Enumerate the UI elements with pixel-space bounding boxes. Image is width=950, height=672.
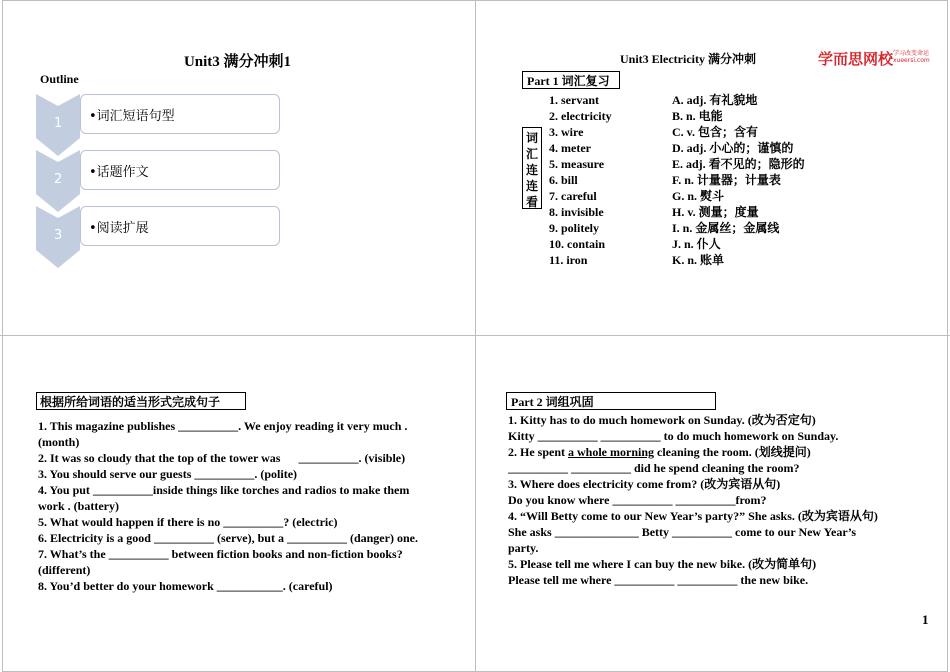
logo-sub-url: xueersi.com: [893, 57, 930, 64]
word-item: 7. careful: [549, 189, 597, 203]
question-3: 3. Where does electricity come from? (改为宾语从句): [508, 477, 781, 491]
question-5: 5. Please tell me where I can buy the new bike. (改为简单句): [508, 557, 817, 571]
outline-item-1-text: •词汇短语句型: [89, 109, 175, 124]
outline-item-2[interactable]: [80, 150, 280, 190]
question-4: 4. “Will Betty come to our New Year’s party?” She asks. (改为宾语从句): [508, 509, 878, 523]
word-item: 1. servant: [549, 93, 599, 107]
meaning-item: F. n. 计量器；计量表: [672, 173, 781, 187]
meaning-item: B. n. 电能: [672, 109, 723, 123]
meaning-item: D. adj. 小心的；谨慎的: [672, 141, 794, 155]
vertical-label-box: [522, 127, 542, 209]
chevron-1-number: 1: [54, 116, 63, 131]
outline-chevron-3: [36, 206, 80, 268]
word-item: 5. measure: [549, 157, 605, 171]
vertical-char: 汇: [525, 147, 538, 161]
slide3-heading: 根据所给词语的适当形式完成句子: [36, 392, 246, 410]
exercise-line: 5. What would happen if there is no __________? (electric): [38, 515, 338, 529]
meaning-item: E. adj. 看不见的；隐形的: [672, 157, 805, 171]
part1-label: Part 1 词汇复习: [522, 71, 620, 89]
word-list: [549, 92, 612, 268]
meaning-item: H. v. 测量；度量: [672, 205, 759, 219]
meaning-item: K. n. 账单: [672, 253, 725, 267]
outline-chevron-2: [36, 150, 80, 212]
outline-label: Outline: [40, 72, 79, 86]
word-item: 2. electricity: [549, 109, 612, 123]
outline-item-3[interactable]: [80, 206, 280, 246]
meaning-item: I. n. 金属丝；金属线: [672, 221, 780, 235]
slide1-title: Unit3 满分冲刺1: [183, 54, 292, 70]
answer-2: __________ __________ did he spend cleaning the room?: [508, 461, 800, 475]
slide4-heading: Part 2 词组巩固: [506, 392, 716, 410]
page-number: 1: [922, 612, 929, 627]
exercise-line: 1. This magazine publishes __________. We enjoy reading it very much .: [38, 419, 408, 433]
outline-item-3-text: •阅读扩展: [89, 221, 149, 236]
exercise-line: 2. It was so cloudy that the top of the tower was __________. (visible): [38, 451, 406, 465]
exercise-line: (different): [38, 563, 91, 577]
answer-4a: She asks ______________ Betty __________ come to our New Year’s: [508, 525, 857, 539]
logo-sub-cn: 学习改变命运: [893, 50, 930, 57]
exercise-line: 8. You’d better do your homework ___________. (careful): [38, 579, 333, 593]
word-item: 8. invisible: [549, 205, 604, 219]
meaning-item: J. n. 仆人: [672, 237, 721, 251]
question-1: 1. Kitty has to do much homework on Sunday. (改为否定句): [508, 413, 816, 427]
outline-item-2-text: •话题作文: [89, 165, 149, 180]
slide3-exercise: [38, 418, 466, 594]
question-2: [508, 444, 928, 460]
word-item: 6. bill: [549, 173, 578, 187]
slide2-title: Unit3 Electricity 满分冲刺: [620, 52, 756, 66]
answer-4b: party.: [508, 541, 539, 555]
q2-underlined: a whole morning: [568, 445, 655, 459]
exercise-line: 3. You should serve our guests __________. (polite): [38, 467, 298, 481]
chevron-2-number: 2: [54, 172, 63, 187]
answer-1: Kitty __________ __________ to do much homework on Sunday.: [508, 429, 839, 443]
horizontal-divider: [0, 335, 950, 336]
outline-chevron-1: [36, 94, 80, 156]
word-item: 4. meter: [549, 141, 591, 155]
word-item: 9. politely: [549, 221, 599, 235]
exercise-line: 7. What’s the __________ between fiction books and non-fiction books?: [38, 547, 403, 561]
q2-pre: 2. He spent: [508, 445, 568, 459]
slide4-exercise: [508, 412, 928, 588]
answer-5: Please tell me where __________ __________ the new bike.: [508, 573, 809, 587]
exercise-line: 4. You put __________inside things like torches and radios to make them: [38, 483, 410, 497]
meaning-list: [672, 92, 805, 268]
word-item: 10. contain: [549, 237, 606, 251]
exercise-line: 6. Electricity is a good __________ (serve), but a __________ (danger) one.: [38, 531, 418, 545]
vertical-char: 看: [525, 195, 538, 209]
vertical-char: 词: [525, 131, 538, 145]
brand-logo-sub: [893, 50, 930, 64]
word-item: 3. wire: [549, 125, 584, 139]
q2-post: cleaning the room. (划线提问): [654, 445, 811, 459]
vertical-char: 连: [525, 179, 538, 193]
chevron-3-number: 3: [54, 228, 63, 243]
vertical-divider: [475, 0, 476, 672]
outline-item-1[interactable]: [80, 94, 280, 134]
brand-logo: 学而思网校: [818, 50, 894, 68]
meaning-item: C. v. 包含；含有: [672, 125, 759, 139]
answer-3: Do you know where __________ __________from?: [508, 493, 767, 507]
meaning-item: G. n. 熨斗: [672, 189, 725, 203]
vertical-char: 连: [525, 163, 538, 177]
exercise-line: (month): [38, 435, 80, 449]
exercise-line: work . (battery): [38, 499, 119, 513]
word-item: 11. iron: [549, 253, 588, 267]
meaning-item: A. adj. 有礼貌地: [672, 93, 758, 107]
